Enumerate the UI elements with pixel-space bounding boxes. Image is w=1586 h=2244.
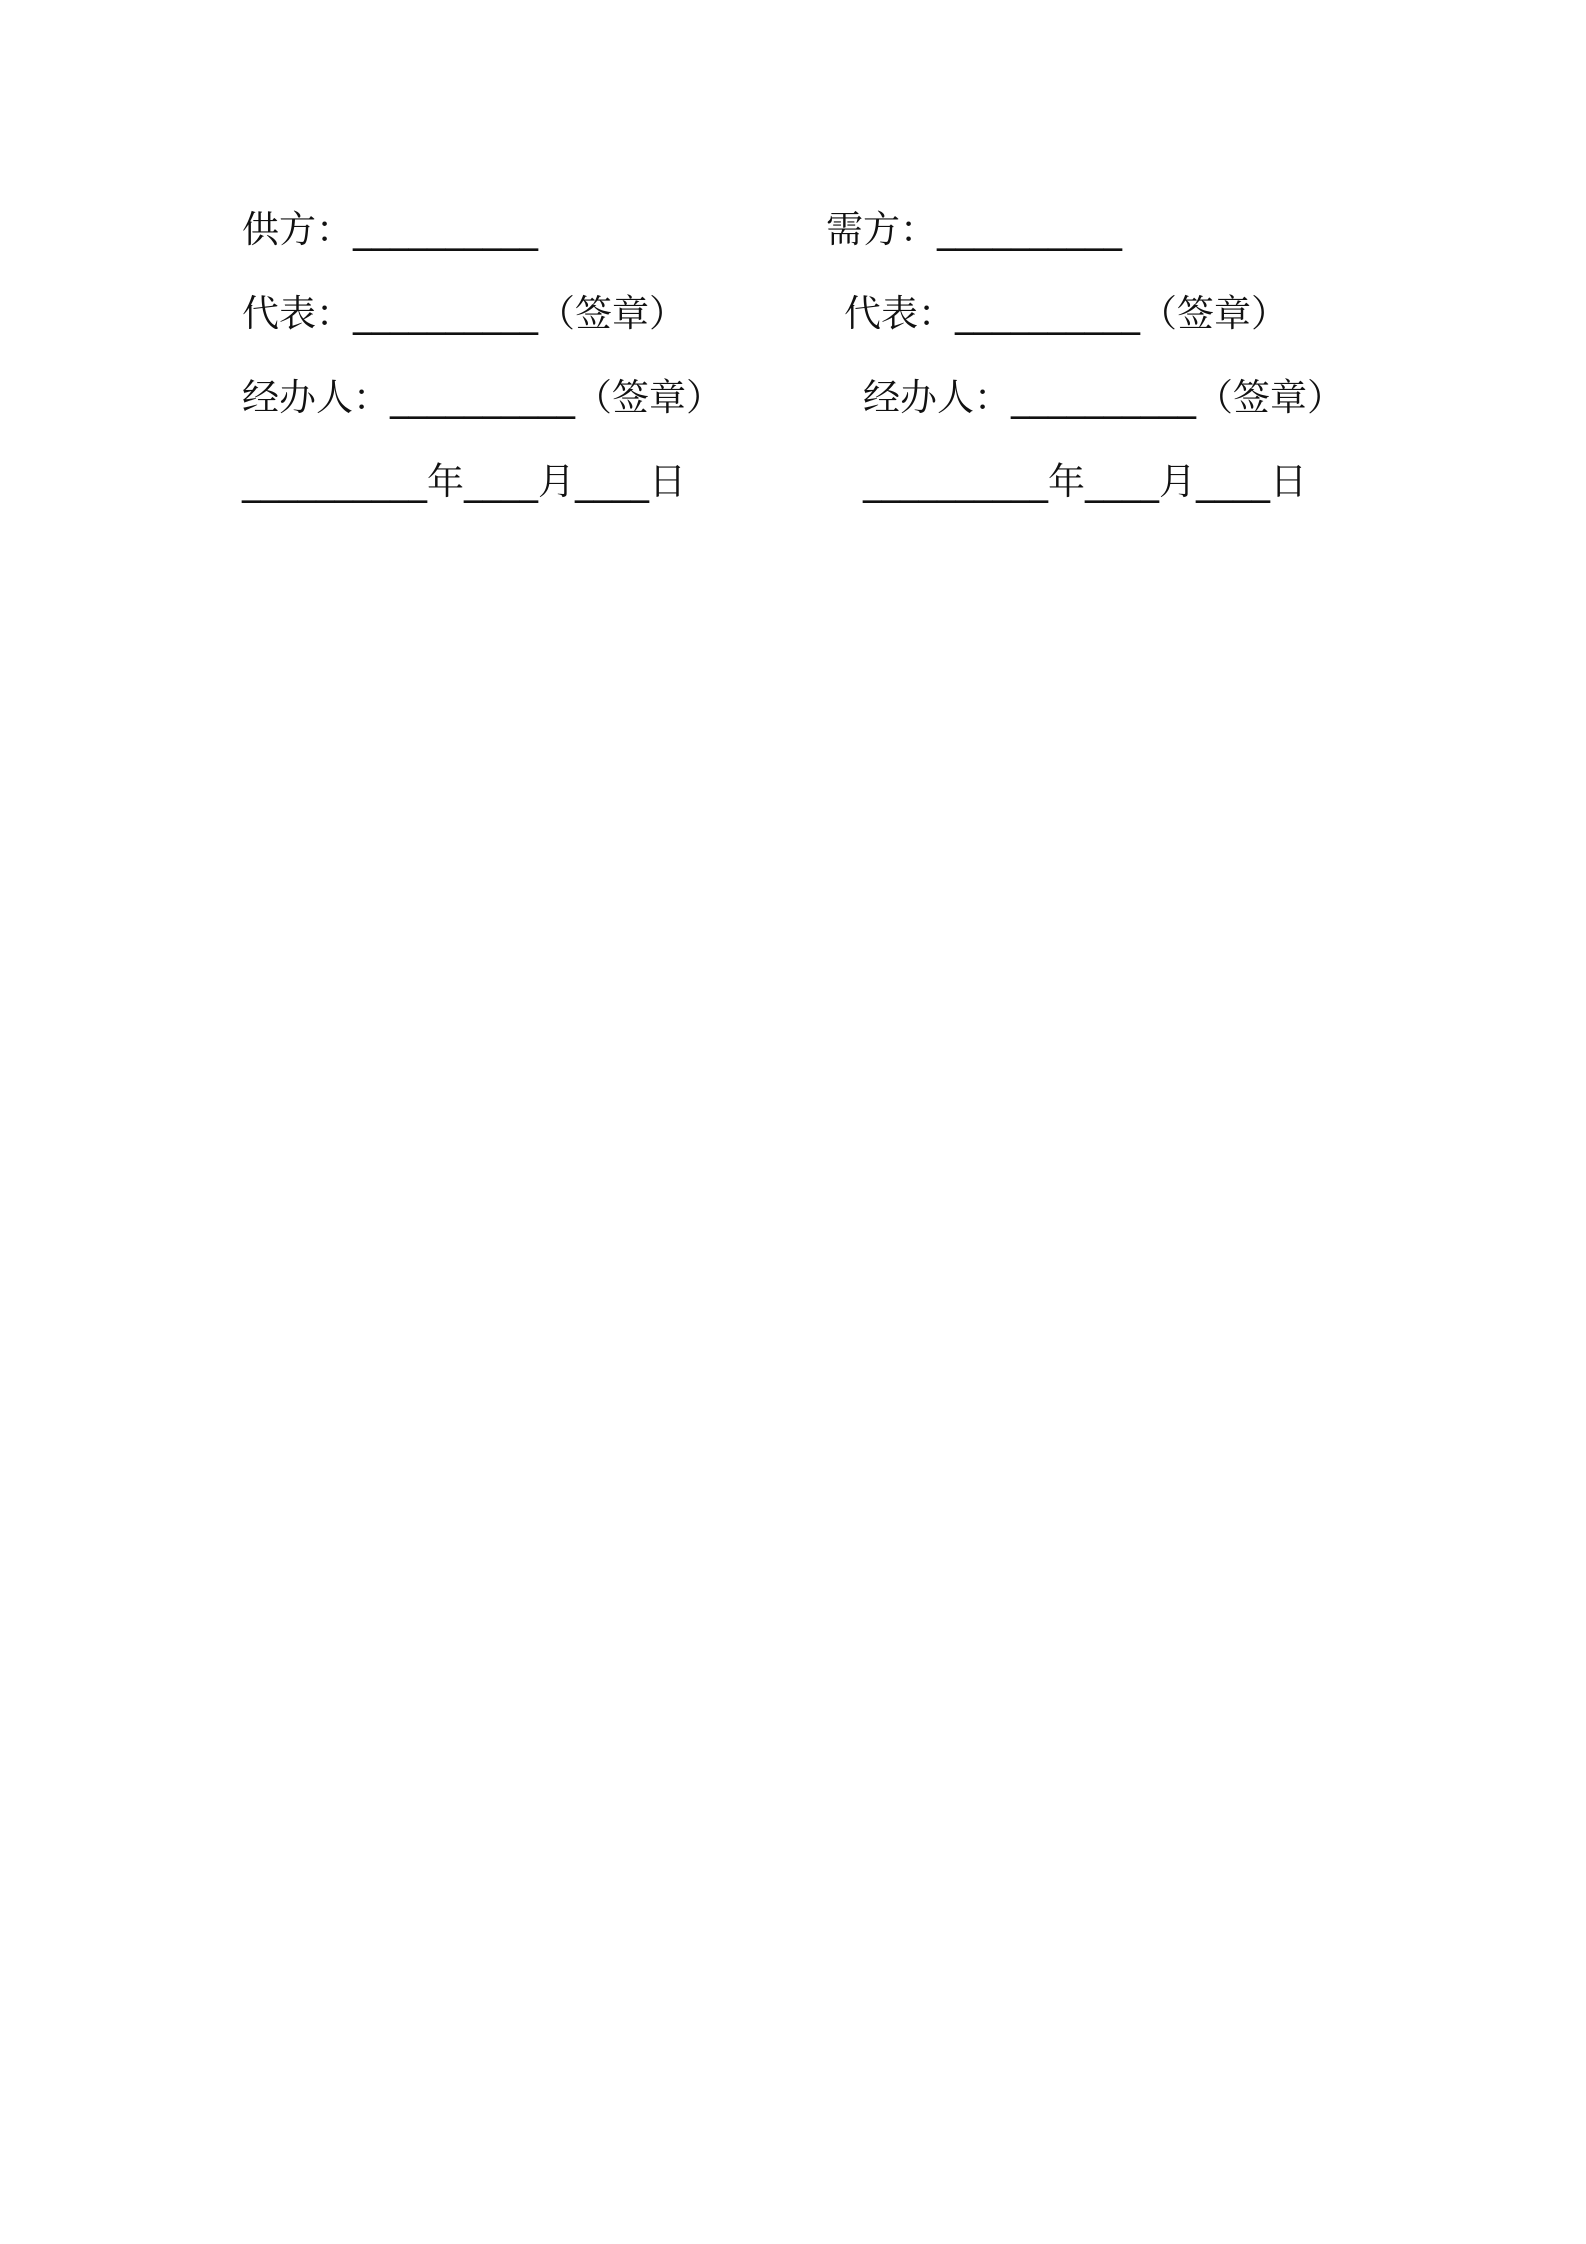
buyer-date-line: __________年____月____日	[863, 460, 1307, 503]
buyer-handler-line: 经办人：__________（签章）	[863, 376, 1344, 419]
supplier-representative-line: 代表：__________（签章）	[242, 292, 686, 335]
supplier-date-line: __________年____月____日	[242, 460, 686, 503]
buyer-representative-line: 代表：__________（签章）	[844, 292, 1288, 335]
buyer-party-line: 需方：__________	[826, 208, 1122, 251]
supplier-party-line: 供方：__________	[242, 208, 538, 251]
buyer-signature-block	[826, 200, 1344, 536]
supplier-handler-line: 经办人：__________（签章）	[242, 376, 723, 419]
supplier-signature-block	[242, 200, 723, 536]
